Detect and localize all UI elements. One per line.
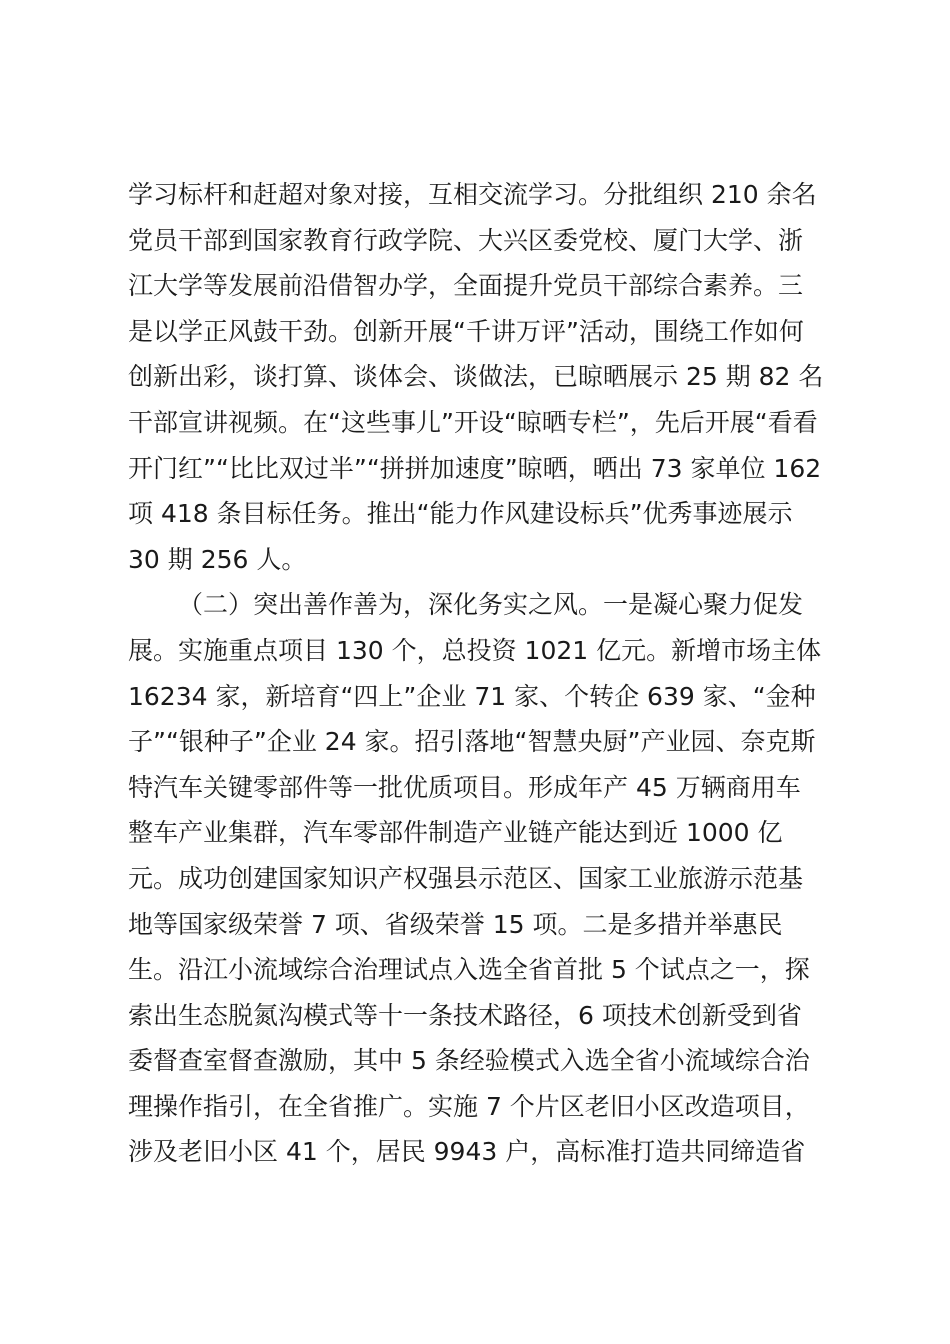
text-line: 索出生态脱氮沟模式等十一条技术路径，6 项技术创新受到省 [128,1000,802,1030]
text-line: 是以学正风鼓干劲。创新开展“千讲万评”活动，围绕工作如何 [128,316,804,346]
text-line: 江大学等发展前沿借智办学，全面提升党员干部综合素养。三 [128,271,804,301]
text-line: 项 418 条目标任务。推出“能力作风建设标兵”优秀事迹展示 [128,499,793,529]
text-line: 整车产业集群，汽车零部件制造产业链产能达到近 1000 亿 [128,818,783,848]
text-line: 展。实施重点项目 130 个，总投资 1021 亿元。新增市场主体 [128,635,822,665]
section-heading-line: （二）突出善作善为，深化务实之风。一是凝心聚力促发 [178,590,804,620]
text-line: 开门红”“比比双过半”“拼拼加速度”晾晒，晒出 73 家单位 162 [128,453,822,483]
text-line: 地等国家级荣誉 7 项、省级荣誉 15 项。二是多措并举惠民 [128,909,783,939]
text-line: 委督查室督查激励，其中 5 条经验模式入选全省小流域综合治 [128,1046,810,1076]
text-line: 特汽车关键零部件等一批优质项目。形成年产 45 万辆商用车 [128,772,801,802]
text-line: 学习标杆和赶超对象对接，互相交流学习。分批组织 210 余名 [128,180,817,209]
text-line: 元。成功创建国家知识产权强县示范区、国家工业旅游示范基 [128,863,804,893]
text-line: 干部宣讲视频。在“这些事儿”开设“晾晒专栏”，先后开展“看看 [128,407,818,437]
text-line: 创新出彩，谈打算、谈体会、谈做法，已晾晒展示 25 期 82 名 [128,362,824,392]
text-line: 30 期 256 人。 [128,544,307,574]
text-line: 生。沿江小流域综合治理试点入选全省首批 5 个试点之一，探 [128,955,810,985]
text-line: 涉及老旧小区 41 个，居民 9943 户，高标准打造共同缔造省 [128,1137,806,1167]
text-line: 子”“银种子”企业 24 家。招引落地“智慧央厨”产业园、奈克斯 [128,727,816,757]
text-line: 16234 家，新培育“四上”企业 71 家、个转企 639 家、“金种 [128,681,816,711]
text-line: 理操作指引，在全省推广。实施 7 个片区老旧小区改造项目， [128,1091,810,1121]
body-text [128,172,848,1175]
text-line: 党员干部到国家教育行政学院、大兴区委党校、厦门大学、浙 [128,225,804,255]
